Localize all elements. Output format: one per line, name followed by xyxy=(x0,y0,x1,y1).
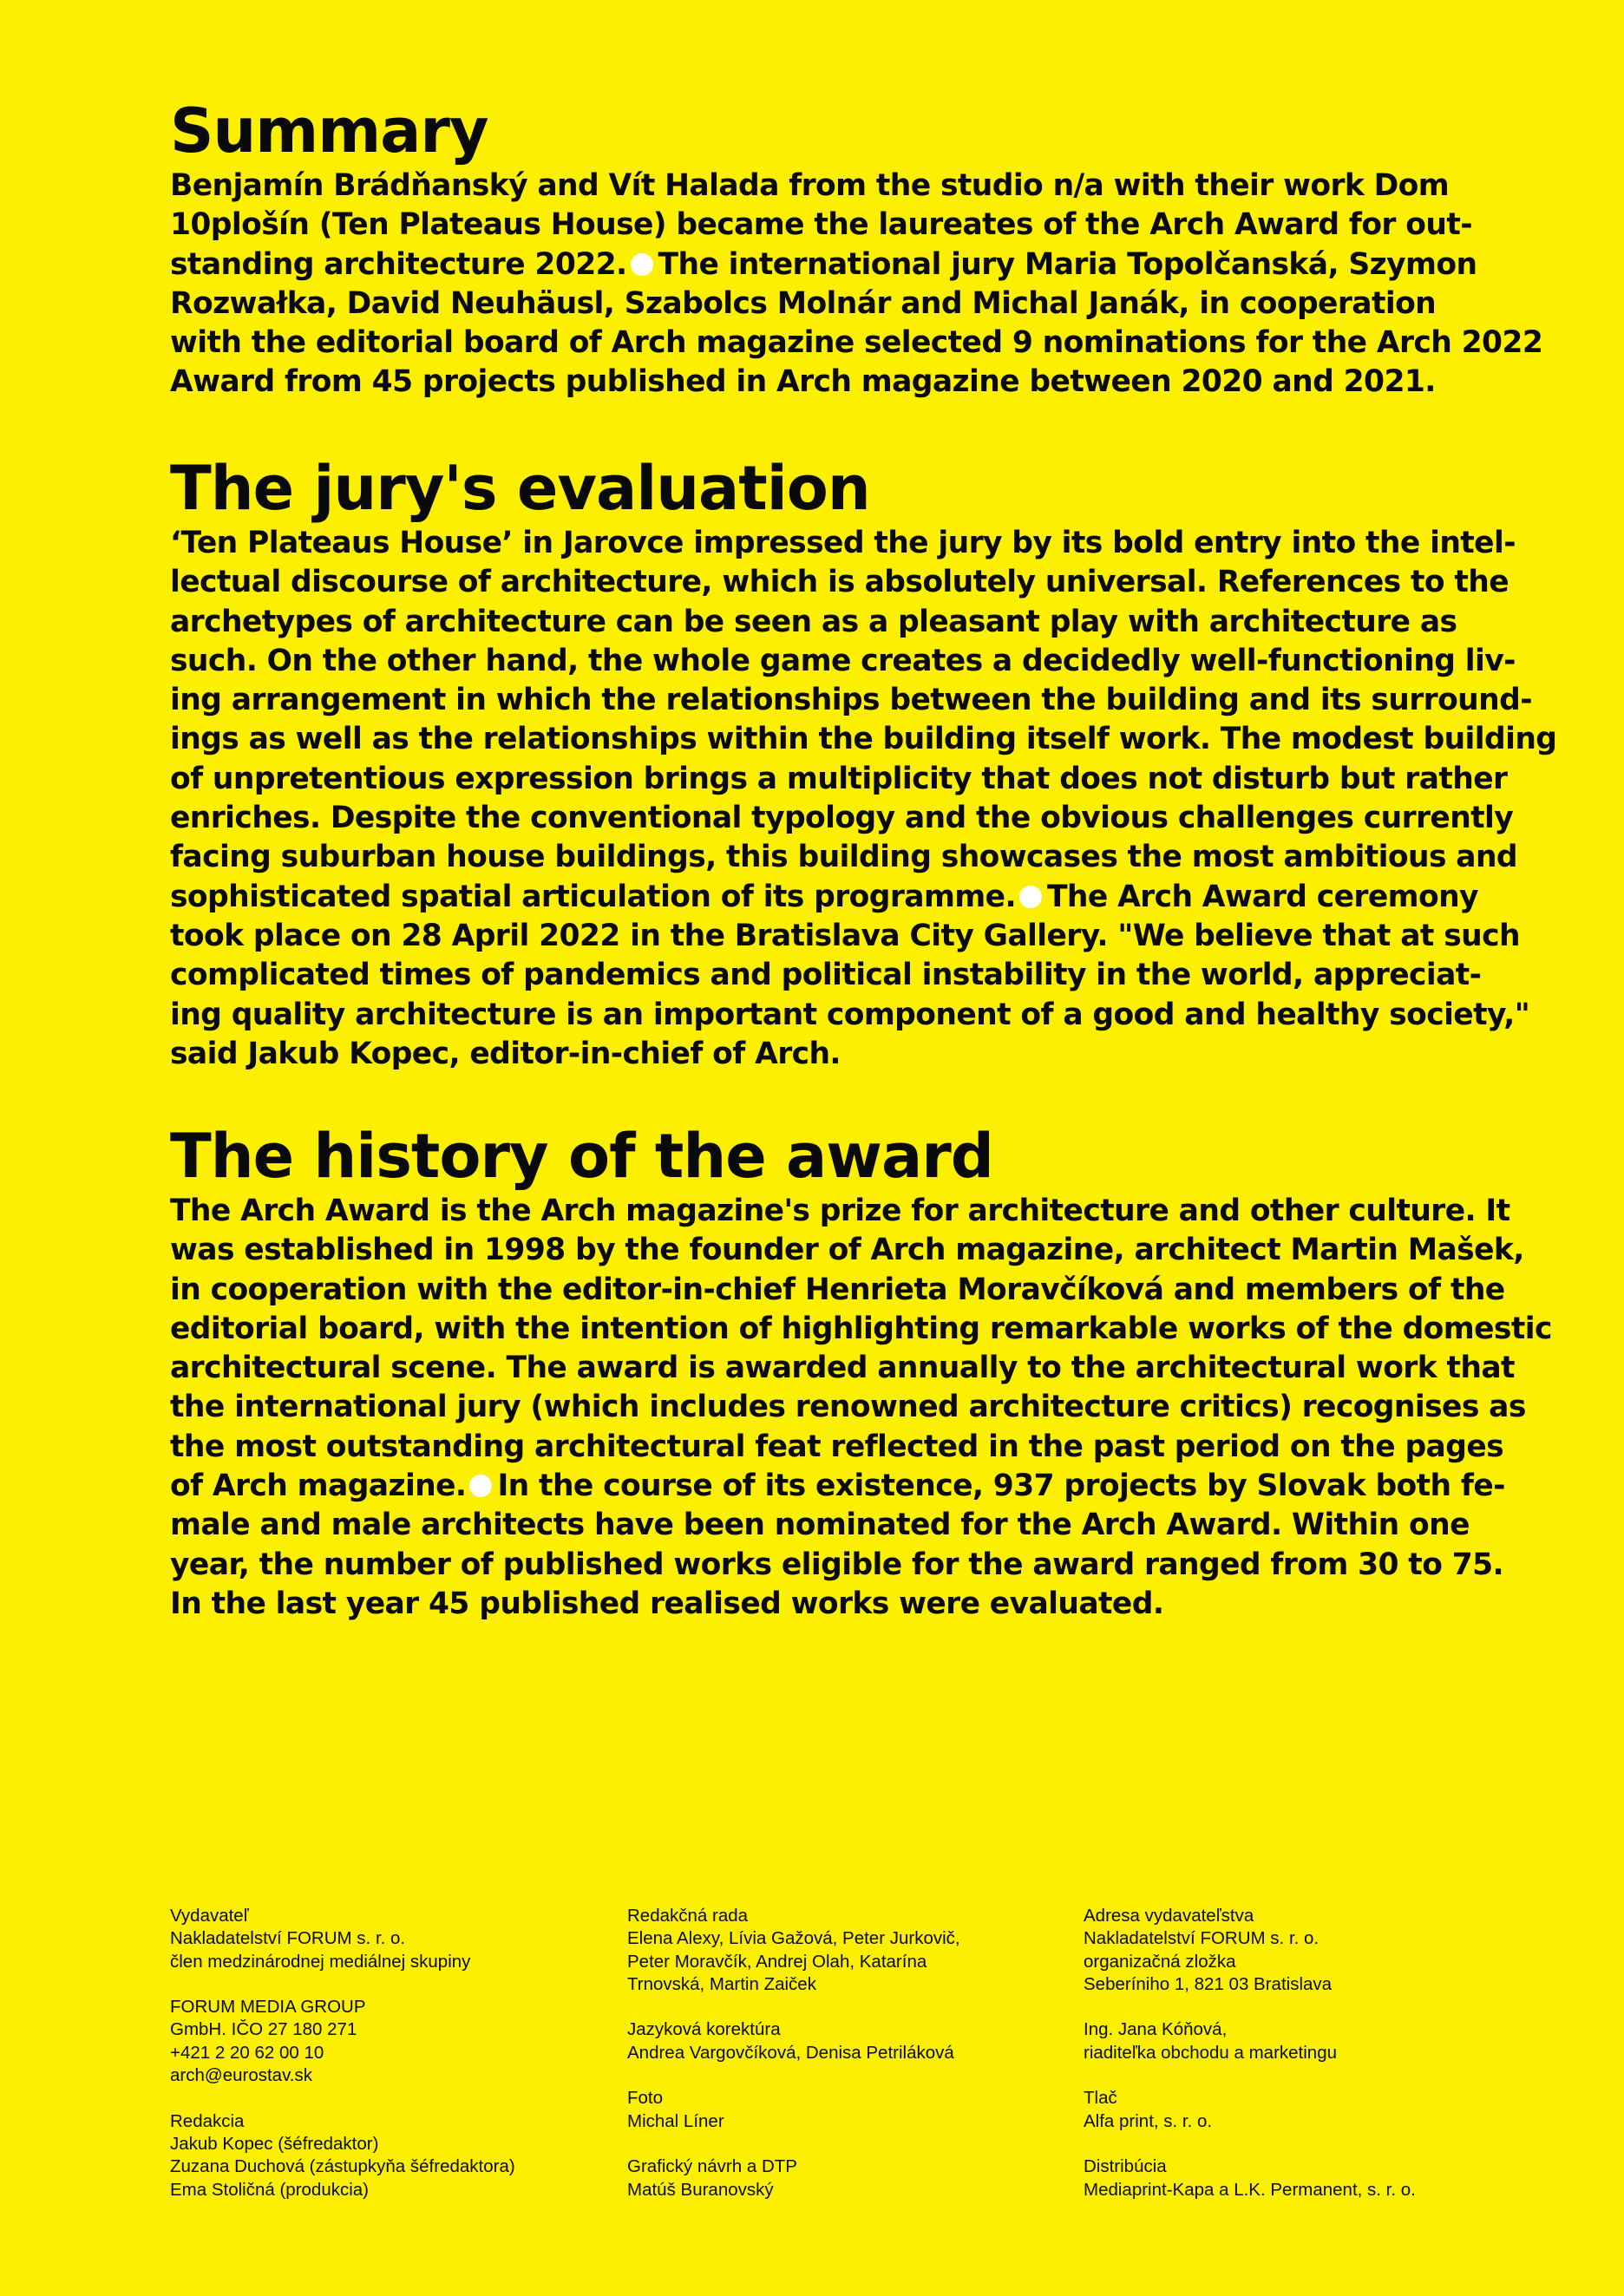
text-line: male and male architects have been nominated for the Arch Award. Within one xyxy=(170,1508,1470,1543)
imprint-block xyxy=(627,2155,1078,2201)
text-fragment: sophisticated spatial articulation of its programme. xyxy=(170,879,1016,914)
imprint-block xyxy=(627,1905,1078,1996)
imprint-value: Jakub Kopec (šéfredaktor) xyxy=(170,2133,379,2154)
separator-dot-icon xyxy=(631,253,653,276)
text-line: The Arch Award is the Arch magazine's prize for architecture and other culture. It xyxy=(170,1194,1510,1228)
text-line: ‘Ten Plateaus House’ in Jarovce impressed the jury by its bold entry into the intel- xyxy=(170,526,1516,560)
imprint-block xyxy=(627,2087,1078,2133)
text-line: archetypes of architecture can be seen as a pleasant play with architecture as xyxy=(170,604,1457,639)
text-line: Award from 45 projects published in Arch magazine between 2020 and 2021. xyxy=(170,364,1436,400)
section-body xyxy=(170,1192,1552,1624)
imprint-value: Mediaprint-Kapa a L.K. Permanent, s. r. o. xyxy=(1084,2179,1416,2200)
imprint-label: FORUM MEDIA GROUP xyxy=(170,1997,366,2018)
imprint-value: Ema Stoličná (produkcia) xyxy=(170,2179,370,2200)
imprint-block xyxy=(627,2018,1078,2064)
text-line: said Jakub Kopec, editor-in-chief of Arch. xyxy=(170,1036,841,1071)
section-title: The history of the award xyxy=(170,1121,993,1192)
imprint-value: Nakladatelství FORUM s. r. o. xyxy=(1084,1928,1320,1949)
text-line: the most outstanding architectural feat reflected in the past period on the pages xyxy=(170,1429,1504,1464)
text-line: facing suburban house buildings, this building showcases the most ambitious and xyxy=(170,840,1518,875)
text-fragment: The Arch Award ceremony xyxy=(1046,879,1478,914)
imprint-label: Tlač xyxy=(1084,2088,1117,2109)
text-line: editorial board, with the intention of highlighting remarkable works of the domestic xyxy=(170,1311,1552,1346)
text-line: architectural scene. The award is awarded annually to the architectural work that xyxy=(170,1351,1515,1386)
text-line: In the last year 45 published realised works were evaluated. xyxy=(170,1586,1164,1621)
imprint-label: Jazyková korektúra xyxy=(627,2019,781,2040)
separator-dot-icon xyxy=(1019,886,1042,908)
imprint-label: Distribúcia xyxy=(1084,2156,1167,2177)
section-jury-evaluation xyxy=(170,453,1556,1074)
text-fragment: In the course of its existence, 937 projects by Slovak both fe- xyxy=(497,1469,1505,1504)
text-line: such. On the other hand, the whole game creates a decidedly well-functioning liv- xyxy=(170,643,1516,678)
text-line xyxy=(170,878,1556,917)
text-line xyxy=(170,245,1542,285)
imprint-block xyxy=(170,2110,621,2201)
imprint-value: riaditeľka obchodu a marketingu xyxy=(1084,2042,1338,2063)
imprint-column xyxy=(627,1905,1078,2224)
imprint-column xyxy=(170,1905,621,2224)
text-line xyxy=(170,1467,1552,1506)
imprint-value: Andrea Vargovčíková, Denisa Petriláková xyxy=(627,2042,954,2063)
text-line: ing arrangement in which the relationships between the building and its surround- xyxy=(170,683,1532,718)
text-line: of unpretentious expression brings a multiplicity that does not disturb but rather xyxy=(170,761,1508,796)
imprint-label: Redakčná rada xyxy=(627,1906,749,1926)
text-fragment: standing architecture 2022. xyxy=(170,246,627,282)
text-line: lectual discourse of architecture, which is absolutely universal. References to the xyxy=(170,565,1509,600)
imprint-value: GmbH. IČO 27 180 271 xyxy=(170,2019,357,2040)
text-line: in cooperation with the editor-in-chief Henrieta Moravčíková and members of the xyxy=(170,1272,1505,1307)
imprint-label: Ing. Jana Kóňová, xyxy=(1084,2019,1228,2040)
imprint-label: Foto xyxy=(627,2088,664,2109)
imprint-label: Redakcia xyxy=(170,2110,245,2131)
imprint-block xyxy=(170,1905,621,1973)
imprint-value: Zuzana Duchová (zástupkyňa šéfredaktora) xyxy=(170,2156,515,2177)
imprint-label: Grafický návrh a DTP xyxy=(627,2156,797,2177)
text-line: with the editorial board of Arch magazine selected 9 nominations for the Arch 2022 xyxy=(170,325,1543,361)
section-history xyxy=(170,1121,1552,1624)
text-line: year, the number of published works eligible for the award ranged from 30 to 75. xyxy=(170,1547,1504,1582)
text-line: Rozwałka, David Neuhäusl, Szabolcs Molnár and Michal Janák, in cooperation xyxy=(170,285,1437,321)
imprint-value: Peter Moravčík, Andrej Olah, Katarína xyxy=(627,1951,927,1972)
section-title: Summary xyxy=(170,95,488,167)
imprint-block xyxy=(170,1996,621,2087)
text-line: ing quality architecture is an important component of a good and healthy society," xyxy=(170,997,1530,1032)
text-line: enriches. Despite the conventional typology and the obvious challenges currently xyxy=(170,801,1514,836)
imprint-value: Matúš Buranovský xyxy=(627,2179,774,2200)
text-line: took place on 28 April 2022 in the Bratislava City Gallery. "We believe that at such xyxy=(170,918,1520,953)
imprint-value: Nakladatelství FORUM s. r. o. xyxy=(170,1928,406,1949)
section-body xyxy=(170,167,1542,402)
imprint-value: Seberíniho 1, 821 03 Bratislava xyxy=(1084,1973,1333,1994)
separator-dot-icon xyxy=(469,1475,492,1497)
imprint-block xyxy=(1084,2018,1535,2064)
imprint-value: +421 2 20 62 00 10 xyxy=(170,2042,324,2063)
imprint-value: Michal Líner xyxy=(627,2110,724,2131)
imprint-column xyxy=(1084,1905,1535,2224)
imprint-block xyxy=(1084,2155,1535,2201)
section-body xyxy=(170,524,1556,1074)
imprint-value: člen medzinárodnej mediálnej skupiny xyxy=(170,1951,471,1972)
text-line: 10plošín (Ten Plateaus House) became the laureates of the Arch Award for out- xyxy=(170,207,1472,243)
text-line: the international jury (which includes renowned architecture critics) recognises as xyxy=(170,1390,1526,1425)
imprint-value: organizačná zložka xyxy=(1084,1951,1236,1972)
section-summary xyxy=(170,95,1542,402)
imprint-block xyxy=(1084,1905,1535,1996)
text-fragment: The international jury Maria Topolčanská, Szymon xyxy=(658,246,1477,282)
imprint-value: Trnovská, Martin Zaiček xyxy=(627,1973,816,1994)
imprint-block xyxy=(1084,2087,1535,2133)
imprint-label: Adresa vydavateľstva xyxy=(1084,1906,1254,1926)
email-link[interactable]: arch@eurostav.sk xyxy=(170,2065,312,2086)
text-line: ings as well as the relationships within the building itself work. The modest building xyxy=(170,722,1557,757)
text-line: Benjamín Brádňanský and Vít Halada from the studio n/a with their work Dom xyxy=(170,168,1450,203)
text-line: complicated times of pandemics and political instability in the world, appreciat- xyxy=(170,958,1482,993)
imprint-value: Alfa print, s. r. o. xyxy=(1084,2110,1213,2131)
section-title: The jury's evaluation xyxy=(170,453,870,524)
imprint-value: Elena Alexy, Lívia Gažová, Peter Jurkovič, xyxy=(627,1928,960,1949)
text-line: was established in 1998 by the founder of Arch magazine, architect Martin Mašek, xyxy=(170,1233,1524,1268)
text-fragment: of Arch magazine. xyxy=(170,1469,467,1504)
imprint-label: Vydavateľ xyxy=(170,1906,249,1926)
